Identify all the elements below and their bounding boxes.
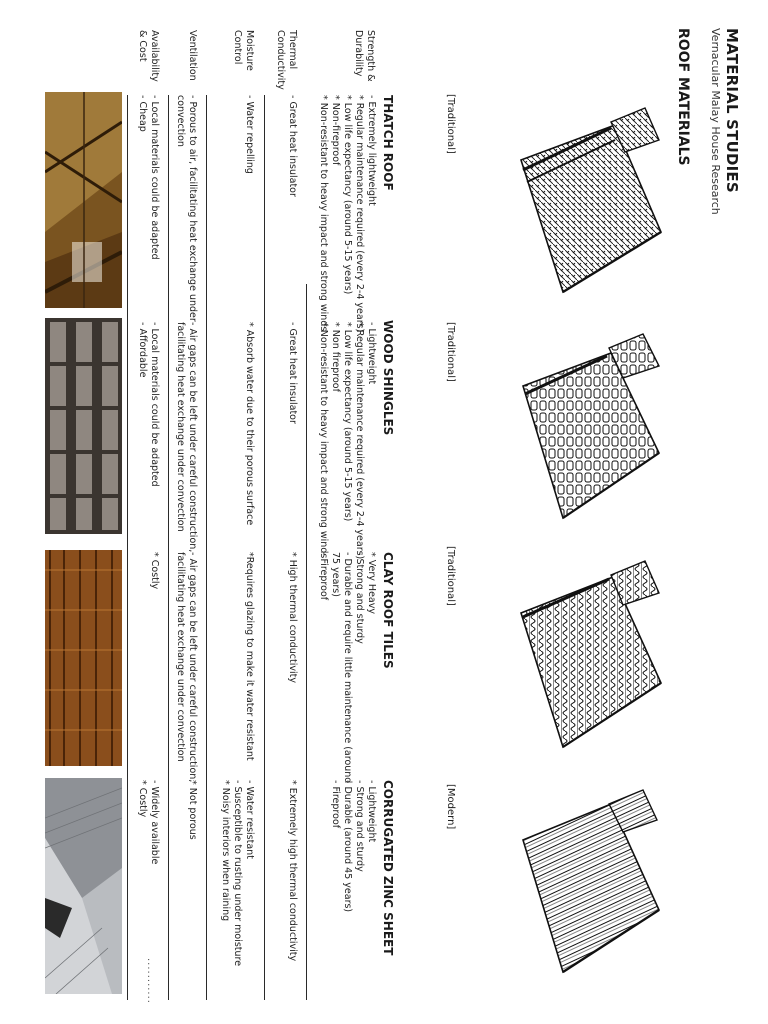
- availability-cell: - Local materials could be adapted - Cheap: [137, 95, 160, 260]
- thatch-roof-photo: [45, 92, 122, 308]
- availability-cell: * Costly: [149, 552, 160, 590]
- section-title: ROOF MATERIALS: [675, 28, 691, 166]
- footer-dots: ...........: [145, 958, 156, 1004]
- row-label-availability: Availability & Cost: [137, 30, 160, 82]
- zinc-sheet-photo: [45, 778, 122, 994]
- thatch-roof-sketch-icon: [513, 100, 673, 310]
- row-divider: [306, 284, 307, 1000]
- row-divider: [127, 95, 128, 1000]
- thermal-cell: * High thermal conductivity: [287, 552, 298, 683]
- strength-cell: * Very Heavy - Strong and sturdy - Durable and require little maintenance (around 75 years) - Fireproof: [318, 552, 377, 784]
- wood-shingle-roof-sketch-icon: [513, 328, 673, 538]
- material-heading: CORRUGATED ZINC SHEET: [381, 780, 395, 956]
- material-heading: WOOD SHINGLES: [381, 320, 395, 436]
- era-tag: [Modern]: [445, 784, 456, 830]
- zinc-sheet-roof-sketch-icon: [513, 782, 673, 992]
- material-heading: CLAY ROOF TILES: [381, 552, 395, 669]
- moisture-cell: - Water repelling: [244, 95, 255, 174]
- thermal-cell: - Great heat insulator: [287, 322, 298, 424]
- row-divider: [168, 95, 169, 1000]
- page-subtitle: Vernacular Malay House Research: [709, 28, 722, 215]
- strength-cell: - Extremely lightweight * Regular maintenance required (every 2-4 years) * Low life expectancy (around 5-15 years) * Non-fireproof * Non-resistant to heavy impact and strong winds: [318, 95, 377, 333]
- strength-cell: - Lightweight * Regular maintenance required (every 2-4 years) * Low life expectancy (around 5-15 years) * Non fireproof * Non-resistant to heavy impact and strong winds: [318, 322, 377, 560]
- moisture-cell: - Water resistant - Susceptible to rusting under moisture * Noisy interiors when raining: [220, 780, 255, 967]
- era-tag: [Traditional]: [445, 546, 456, 606]
- moisture-cell: *Requires glazing to make it water resistant: [244, 552, 255, 761]
- page-title: MATERIAL STUDIES: [723, 28, 741, 193]
- ventilation-cell: - Air gaps can be left under careful construction, facilitating heat exchange under convection: [175, 552, 198, 783]
- moisture-cell: * Absorb water due to their porous surface: [244, 322, 255, 526]
- clay-tiles-photo: [45, 550, 122, 766]
- era-tag: [Traditional]: [445, 322, 456, 382]
- ventilation-cell: * Not porous: [187, 780, 198, 840]
- era-tag: [Traditional]: [445, 94, 456, 154]
- availability-cell: - Local materials could be adapted - Affordable: [137, 322, 160, 487]
- clay-tile-roof-sketch-icon: [513, 555, 673, 765]
- wood-shingles-photo: [45, 318, 122, 534]
- row-label-ventilation: Ventilation: [187, 30, 198, 81]
- strength-cell: - Lightweight - Strong and sturdy - Durable (around 45 years) - Fireproof: [330, 780, 377, 913]
- row-divider: [206, 95, 207, 1000]
- ventilation-cell: - Porous to air, facilitating heat exchange under convection: [175, 95, 198, 322]
- thermal-cell: - Great heat insulator: [287, 95, 298, 197]
- material-heading: THATCH ROOF: [381, 95, 395, 191]
- row-label-thermal: Thermal Conductivity: [275, 30, 298, 90]
- ventilation-cell: - Air gaps can be left under careful construction, facilitating heat exchange under convection: [175, 322, 198, 553]
- row-label-moisture: Moisture Control: [232, 30, 255, 71]
- row-divider: [264, 95, 265, 1000]
- thermal-cell: * Extremely high thermal conductivity: [287, 780, 298, 962]
- availability-cell: - Widely available * Costly: [137, 780, 160, 865]
- row-label-strength: Strength & Durability: [353, 30, 376, 82]
